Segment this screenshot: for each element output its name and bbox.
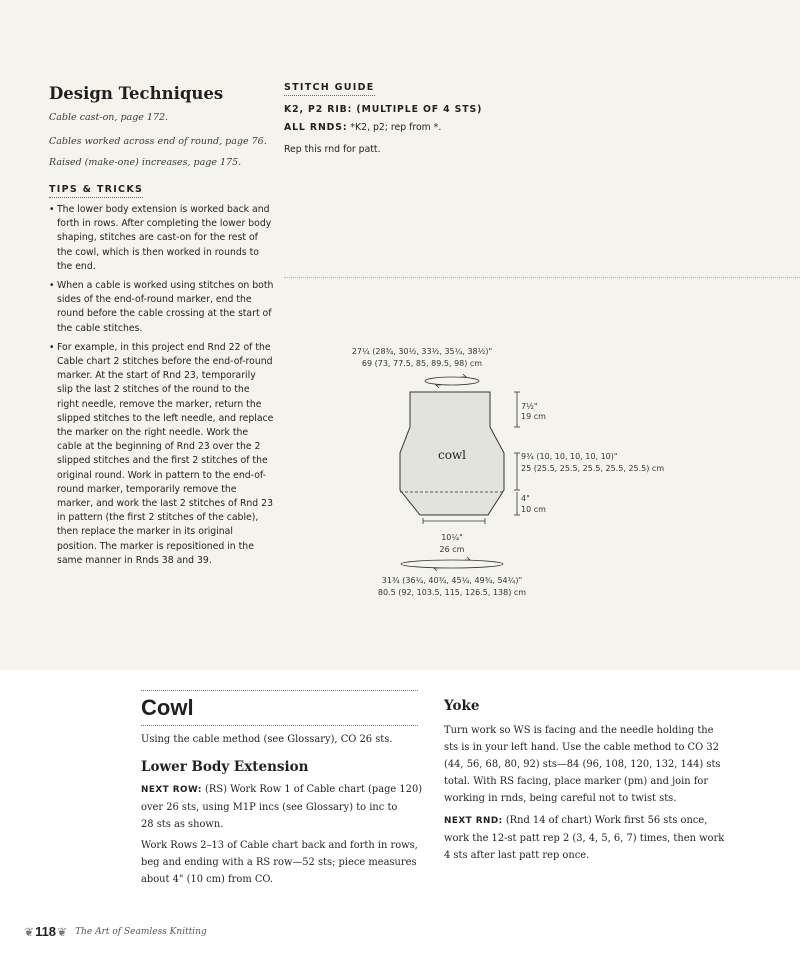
work-rows-paragraph bbox=[141, 837, 431, 888]
cowl-intro: Using the cable method (see Glossary), CO 26 sts. bbox=[141, 734, 393, 745]
page-number: 118 bbox=[35, 924, 57, 939]
cowl-schematic bbox=[330, 335, 675, 605]
lower-body-heading: Lower Body Extension bbox=[141, 759, 309, 775]
top-circumference-in: 27¼ (28¾, 30½, 33½, 35¼, 38½)" bbox=[351, 347, 493, 356]
yoke-line: working in rnds, being careful not to twist sts. bbox=[444, 793, 677, 804]
dotted-divider bbox=[284, 277, 800, 278]
yoke-line: (44, 56, 68, 80, 92) sts—84 (96, 108, 120, 132, 144) sts bbox=[444, 759, 721, 770]
technique-item: Cables worked across end of round, page 76. bbox=[49, 136, 267, 147]
work-rows-line: about 4" (10 cm) from CO. bbox=[141, 874, 274, 885]
next-row-label: NEXT ROW: bbox=[141, 785, 202, 795]
next-rnd-paragraph bbox=[444, 812, 744, 864]
yoke-paragraph bbox=[444, 722, 744, 807]
yoke-height-cm: 19 cm bbox=[521, 412, 546, 421]
stitch-guide-heading: STITCH GUIDE bbox=[284, 82, 375, 96]
cowl-heading: Cowl bbox=[141, 690, 418, 726]
design-techniques-title: Design Techniques bbox=[49, 84, 224, 103]
next-row-text: (RS) Work Row 1 of Cable chart (page 120) bbox=[201, 784, 423, 795]
top-circumference-cm: 69 (73, 77.5, 85, 89.5, 98) cm bbox=[361, 359, 483, 368]
bottom-circumference-in: 31¾ (36¼, 40¾, 45¼, 49¾, 54¼)" bbox=[381, 576, 523, 585]
yoke-line: Turn work so WS is facing and the needle holding the bbox=[444, 725, 714, 736]
body-height-cm: 25 (25.5, 25.5, 25.5, 25.5, 25.5) cm bbox=[521, 464, 665, 473]
extension-height-in: 4" bbox=[521, 494, 530, 503]
next-row-line: 28 sts as shown. bbox=[141, 819, 224, 830]
cowl-label: cowl bbox=[437, 448, 467, 462]
work-rows-line: beg and ending with a RS row—52 sts; piece measures bbox=[141, 857, 417, 868]
yoke-line: total. With RS facing, place marker (pm) and join for bbox=[444, 776, 709, 787]
arrowhead-icon bbox=[434, 568, 439, 571]
bottom-circumference-cm: 80.5 (92, 103.5, 115, 126.5, 138) cm bbox=[377, 588, 527, 597]
all-rounds-text: *K2, p2; rep from *. bbox=[347, 122, 442, 133]
all-rounds-label: ALL RNDS: bbox=[284, 122, 348, 133]
tip-item: • For example, in this project end Rnd 22 of the Cable chart 2 stitches before the end-of-round marker. At the start of Rnd 23, temporarily slip the last 2 stitches of the round to the right needle, remove the marker, return the slipped stitches to the left needle, and replace the marker on the right needle. Work the cable at the beginning of Rnd 23 over the 2 slipped stitches and the first 2 stitches of the original round. Work in pattern to the end-of-round marker, temporarily remove the marker, and work the last 2 stitches of Rnd 23 in pattern (the first 2 stitches of the cable), then replace the marker in its original position. The marker is repositioned in the same manner in Rnds 38 and 39. bbox=[49, 341, 274, 568]
leaf-icon: ❦ bbox=[24, 924, 35, 939]
tips-heading: TIPS & TRICKS bbox=[49, 184, 143, 198]
next-rnd-text: (Rnd 14 of chart) Work first 56 sts once, bbox=[502, 815, 708, 826]
tip-item: • The lower body extension is worked back and forth in rows. After completing the lower body shaping, stitches are cast-on for the rest of the cowl, which is then worked in rounds to the end. bbox=[49, 203, 274, 274]
arrowhead-icon bbox=[465, 557, 470, 560]
page-footer bbox=[24, 924, 207, 939]
repeat-line: Rep this rnd for patt. bbox=[284, 144, 381, 155]
hem-width-cm: 26 cm bbox=[439, 545, 465, 554]
work-rows-line: Work Rows 2–13 of Cable chart back and forth in rows, bbox=[141, 840, 418, 851]
yoke-height-in: 7½" bbox=[521, 402, 538, 411]
tip-item: • When a cable is worked using stitches on both sides of the end-of-round marker, end the round before the cable crossing at the start of the cable stitches. bbox=[49, 279, 274, 336]
next-rnd-label: NEXT RND: bbox=[444, 816, 503, 826]
next-rnd-line: 4 sts after last patt rep once. bbox=[444, 850, 590, 861]
yoke-heading: Yoke bbox=[444, 698, 480, 714]
tips-list bbox=[49, 203, 274, 573]
arrowhead-icon bbox=[436, 385, 441, 388]
arrowhead-icon bbox=[461, 374, 466, 377]
rib-pattern-heading: K2, P2 RIB: (MULTIPLE OF 4 STS) bbox=[284, 104, 483, 115]
bottom-round-arrow bbox=[401, 560, 503, 568]
technique-item: Raised (make-one) increases, page 175. bbox=[49, 157, 242, 168]
leaf-icon: ❦ bbox=[57, 924, 68, 939]
yoke-line: sts is in your left hand. Use the cable method to CO 32 bbox=[444, 742, 719, 753]
hem-width-in: 10¼" bbox=[441, 533, 463, 542]
extension-height-cm: 10 cm bbox=[521, 505, 546, 514]
body-height-in: 9¾ (10, 10, 10, 10, 10)" bbox=[521, 452, 618, 461]
next-row-line: over 26 sts, using M1P incs (see Glossary) to inc to bbox=[141, 802, 398, 813]
book-title: The Art of Seamless Knitting bbox=[75, 926, 207, 937]
next-row-paragraph bbox=[141, 781, 431, 833]
top-round-arrow bbox=[425, 377, 479, 385]
all-rounds-line bbox=[284, 122, 441, 133]
next-rnd-line: work the 12-st patt rep 2 (3, 4, 5, 6, 7) times, then work bbox=[444, 833, 725, 844]
technique-item: Cable cast-on, page 172. bbox=[49, 112, 169, 123]
